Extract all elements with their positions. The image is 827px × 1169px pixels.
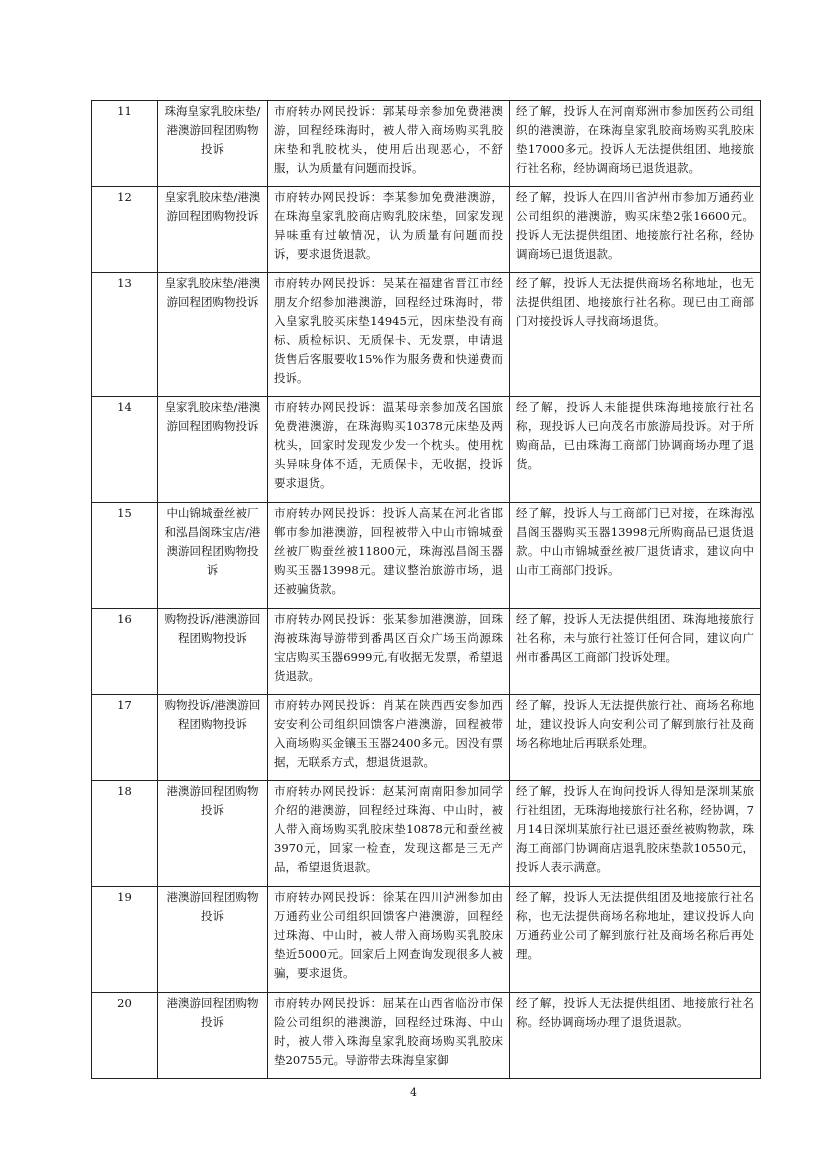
table-row <box>92 781 761 887</box>
handling-result: 经了解，投诉人与工商部门已对接，在珠海泓昌阁玉器购买玉器13998元所购商品已退货退款。中山市锦城蚕丝被厂退货请求，建议向中山市工商部门投诉。 <box>510 503 761 609</box>
complaint-subject: 皇家乳胶床垫/港澳游回程团购物投诉 <box>158 397 268 503</box>
complaint-description: 市府转办网民投诉：吴某在福建省晋江市经朋友介绍参加港澳游，回程经过珠海时，带入皇家乳胶买床垫14945元，因床垫没有商标、质检标识、无质保卡、无发票，申请退货售后客服要收15%作为服务费和快递费而投诉。 <box>268 273 510 397</box>
table-row <box>92 503 761 609</box>
complaint-subject: 珠海皇家乳胶床垫/港澳游回程团购物投诉 <box>158 101 268 187</box>
complaint-subject: 港澳游回程团购物投诉 <box>158 993 268 1079</box>
complaint-description: 市府转办网民投诉：徐某在四川泸洲参加由万通药业公司组织回馈客户港澳游，回程经过珠海、中山时，被人带入商场购买乳胶床垫近5000元。回家后上网查询发现很多人被骗，要求退货。 <box>268 887 510 993</box>
row-number: 14 <box>92 397 158 503</box>
row-number: 16 <box>92 609 158 695</box>
complaint-description: 市府转办网民投诉：李某参加免费港澳游，在珠海皇家乳胶商店购乳胶床垫，回家发现异味重有过敏情况，认为质量有问题而投诉，要求退货退款。 <box>268 187 510 273</box>
row-number: 18 <box>92 781 158 887</box>
handling-result: 经了解，投诉人无法提供商场名称地址，也无法提供组团、地接旅行社名称。现已由工商部门对接投诉人寻找商场退货。 <box>510 273 761 397</box>
complaint-subject: 皇家乳胶床垫/港澳游回程团购物投诉 <box>158 187 268 273</box>
handling-result: 经了解，投诉人未能提供珠海地接旅行社名称，现投诉人已向茂名市旅游局投诉。对于所购商品，已由珠海工商部门协调商场办理了退货。 <box>510 397 761 503</box>
complaint-subject: 港澳游回程团购物投诉 <box>158 781 268 887</box>
table-row <box>92 397 761 503</box>
complaint-description: 市府转办网民投诉：屈某在山西省临汾市保险公司组织的港澳游，回程经过珠海、中山时，被人带入珠海皇家乳胶商场购买乳胶床垫20755元。导游带去珠海皇家御 <box>268 993 510 1079</box>
table-row <box>92 273 761 397</box>
row-number: 12 <box>92 187 158 273</box>
complaint-subject: 购物投诉/港澳游回程团购物投诉 <box>158 609 268 695</box>
table-row <box>92 993 761 1079</box>
handling-result: 经了解，投诉人无法提供组团、地接旅行社名称。经协调商场办理了退货退款。 <box>510 993 761 1079</box>
complaint-subject: 购物投诉/港澳游回程团购物投诉 <box>158 695 268 781</box>
complaint-subject: 中山锦城蚕丝被厂和泓昌阁珠宝店/港澳游回程团购物投诉 <box>158 503 268 609</box>
row-number: 13 <box>92 273 158 397</box>
complaint-description: 市府转办网民投诉：投诉人高某在河北省邯郸市参加港澳游，回程被带入中山市锦城蚕丝被厂购蚕丝被11800元，珠海泓昌阁玉器购买玉器13998元。建议整治旅游市场，退还被骗货款。 <box>268 503 510 609</box>
complaint-description: 市府转办网民投诉：肖某在陕西西安参加西安安利公司组织回馈客户港澳游，回程被带入商场购买金镶玉玉器2400多元。因没有票据，无联系方式，想退货退款。 <box>268 695 510 781</box>
row-number: 17 <box>92 695 158 781</box>
handling-result: 经了解，投诉人在河南郑洲市参加医药公司组织的港澳游，在珠海皇家乳胶商场购买乳胶床垫17000多元。投诉人无法提供组团、地接旅行社名称，经协调商场已退货退款。 <box>510 101 761 187</box>
complaint-subject: 皇家乳胶床垫/港澳游回程团购物投诉 <box>158 273 268 397</box>
table-row <box>92 187 761 273</box>
complaint-description: 市府转办网民投诉：张某参加港澳游，回珠海被珠海导游带到番禺区百众广场玉尚源珠宝店购买玉器6999元,有收据无发票，希望退货退款。 <box>268 609 510 695</box>
row-number: 11 <box>92 101 158 187</box>
complaint-description: 市府转办网民投诉：温某母亲参加茂名国旅免费港澳游，在珠海购买10378元床垫及两枕头，回家时发现发少发一个枕头。使用枕头异味身体不适，无质保卡，无收据，投诉要求退货。 <box>268 397 510 503</box>
table-row <box>92 609 761 695</box>
complaint-description: 市府转办网民投诉：赵某河南南阳参加同学介绍的港澳游，回程经过珠海、中山时，被人带入商场购买乳胶床垫10878元和蚕丝被3970元，回家一检查，发现这都是三无产品，希望退货退款。 <box>268 781 510 887</box>
handling-result: 经了解，投诉人在四川省泸州市参加万通药业公司组织的港澳游，购买床垫2张16600元。投诉人无法提供组团、地接旅行社名称，经协调商场已退货退款。 <box>510 187 761 273</box>
complaint-description: 市府转办网民投诉：郭某母亲参加免费港澳游，回程经珠海时，被人带入商场购买乳胶床垫和乳胶枕头，使用后出现恶心，不舒服，认为质量有问题而投诉。 <box>268 101 510 187</box>
row-number: 15 <box>92 503 158 609</box>
table-row <box>92 695 761 781</box>
handling-result: 经了解，投诉人无法提供组团、珠海地接旅行社名称，未与旅行社签订任何合同，建议向广州市番禺区工商部门投诉处理。 <box>510 609 761 695</box>
complaint-subject: 港澳游回程团购物投诉 <box>158 887 268 993</box>
handling-result: 经了解，投诉人无法提供组团及地接旅行社名称，也无法提供商场名称地址，建议投诉人向万通药业公司了解到旅行社及商场名称后再处理。 <box>510 887 761 993</box>
page-number: 4 <box>410 1086 417 1099</box>
table-row <box>92 887 761 993</box>
complaints-table <box>91 100 761 1079</box>
handling-result: 经了解，投诉人无法提供旅行社、商场名称地址，建议投诉人向安利公司了解到旅行社及商场名称地址后再联系处理。 <box>510 695 761 781</box>
complaints-table-body <box>92 101 761 1079</box>
row-number: 20 <box>92 993 158 1079</box>
row-number: 19 <box>92 887 158 993</box>
table-row <box>92 101 761 187</box>
handling-result: 经了解，投诉人在询问投诉人得知是深圳某旅行社组团，无珠海地接旅行社名称，经协调，7月14日深圳某旅行社已退还蚕丝被购物款，珠海工商部门协调商店退乳胶床垫款10550元，投诉人表示满意。 <box>510 781 761 887</box>
